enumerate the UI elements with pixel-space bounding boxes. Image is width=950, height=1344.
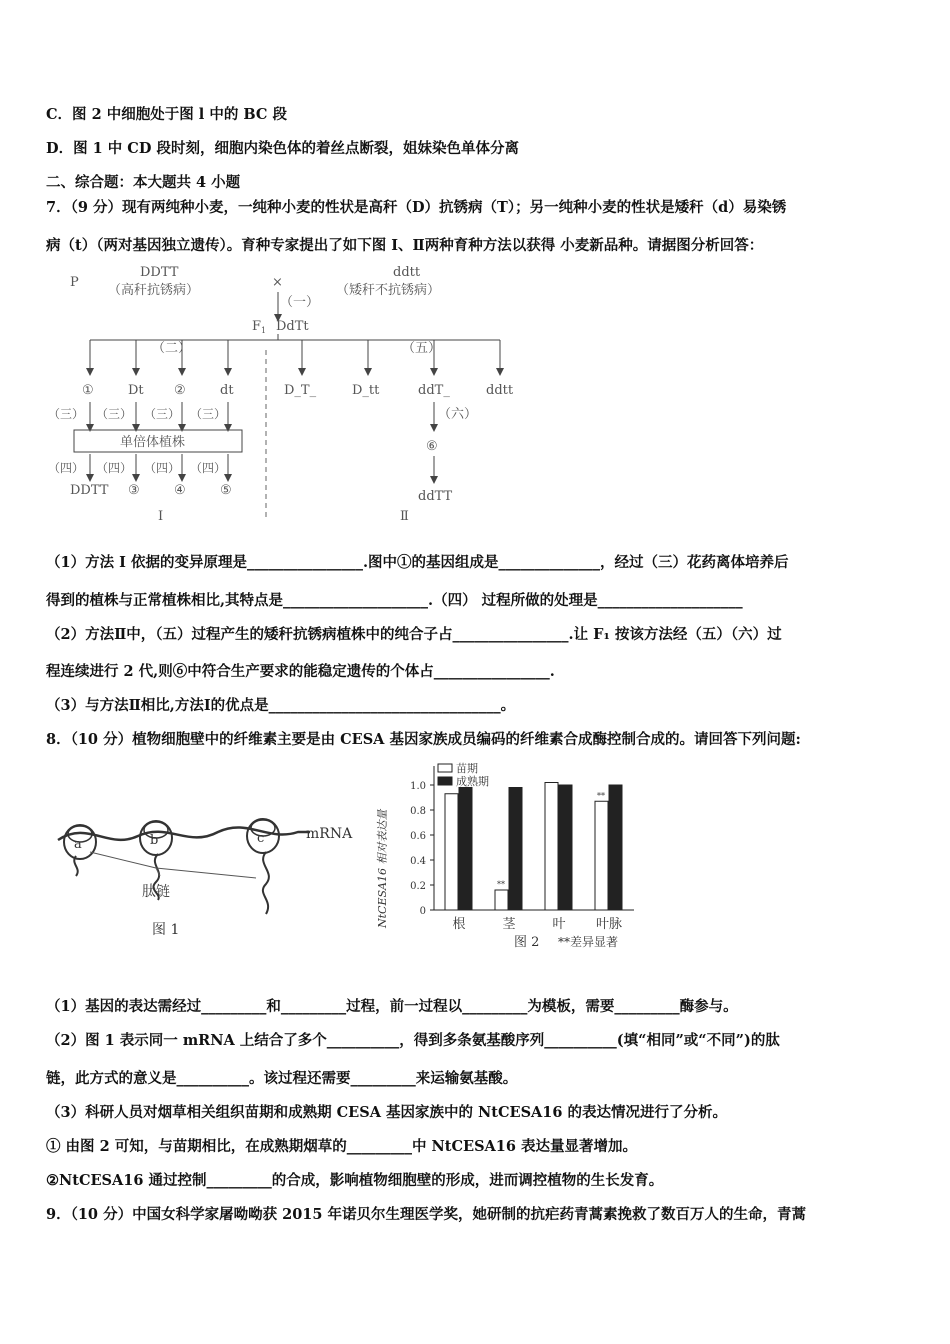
category-label: 叶 <box>552 917 566 932</box>
step3-label-3: （三） <box>144 407 181 421</box>
f2-1: D_T_ <box>284 383 317 398</box>
step5-label: （五） <box>402 341 442 356</box>
legend-swatch-mature <box>438 777 452 785</box>
ribosome-label-c: c <box>257 831 265 846</box>
step4-label-3: （四） <box>144 461 181 475</box>
ribosome-label-a: a <box>74 837 82 852</box>
q8-2-line1: （2）图 1 表示同一 mRNA 上结合了多个__________，得到多条氨基酸序列__________(填“相同”或“不同”)的肽 <box>46 1032 780 1049</box>
gamete-1: ① <box>82 383 94 398</box>
result-3: ④ <box>174 483 186 498</box>
legend-swatch-seedling <box>438 764 452 772</box>
y-tick-label: 0.4 <box>410 856 426 867</box>
q8-3: （3）科研人员对烟草相关组织苗期和成熟期 CESA 基因家族中的 NtCESA16 的表达情况进行了分析。 <box>46 1104 728 1121</box>
bar-mature <box>459 788 472 911</box>
f2-3: ddT_ <box>418 383 450 398</box>
figure1-caption: 图 1 <box>152 922 180 938</box>
breeding-diagram <box>40 258 520 528</box>
figure2-note: **差异显著 <box>558 935 619 949</box>
bar-seedling <box>495 890 508 910</box>
six-label: ⑥ <box>426 439 438 454</box>
gamete-4: dt <box>220 383 234 398</box>
step3-label-1: （三） <box>48 407 85 421</box>
result-1: DDTT <box>70 483 109 498</box>
y-tick-label: 0.2 <box>410 881 426 892</box>
q7-line1: 7．（9 分）现有两纯种小麦，一纯种小麦的性状是高秆（D）抗锈病（T）；另一纯种小麦的性状是矮秆（d）易染锈 <box>46 199 787 216</box>
cross-sign: × <box>272 275 283 290</box>
y-tick-label: 1.0 <box>410 781 426 792</box>
q7-3: （3）与方法Ⅱ相比,方法Ⅰ的优点是________________________________。 <box>46 697 516 714</box>
y-tick-label: 0 <box>419 906 426 917</box>
parent1-desc: （高秆抗锈病） <box>108 283 200 298</box>
step3-label-4: （三） <box>190 407 227 421</box>
line-c: C．图 2 中细胞处于图 l 中的 BC 段 <box>46 106 287 123</box>
bar-seedling <box>545 783 558 911</box>
step1-label: （一） <box>280 295 320 310</box>
f2-2: D_tt <box>352 383 380 398</box>
f1-genotype: DdTt <box>276 319 309 334</box>
figure2-caption: 图 2 <box>514 935 540 950</box>
q8-2-line2: 链，此方式的意义是__________。该过程还需要_________来运输氨基酸。 <box>46 1070 518 1087</box>
q8-stem: 8．（10 分）植物细胞壁中的纤维素主要是由 CESA 基因家族成员编码的纤维素合成酶控制合成的。请回答下列问题: <box>46 731 801 748</box>
gamete-3: ② <box>174 383 186 398</box>
q7-2-line1: （2）方法Ⅱ中，（五）过程产生的矮秆抗锈病植株中的纯合子占________________.让 F₁ 按该方法经（五）（六）过 <box>46 626 782 643</box>
p-label: P <box>70 275 79 290</box>
parent2-genotype: ddtt <box>393 265 421 280</box>
step4-label-4: （四） <box>190 461 227 475</box>
result-4: ⑤ <box>220 483 232 498</box>
peptide-c <box>263 852 269 914</box>
parent1-genotype: DDTT <box>140 265 179 280</box>
gamete-2: Dt <box>128 383 144 398</box>
category-label: 叶脉 <box>595 917 623 932</box>
step4-label-2: （四） <box>96 461 133 475</box>
method1-label: I <box>158 509 164 524</box>
step6-label: （六） <box>438 407 478 422</box>
y-tick-label: 0.8 <box>410 806 426 817</box>
section-heading: 二、综合题：本大题共 4 小题 <box>46 174 241 191</box>
y-tick-label: 0.6 <box>410 831 426 842</box>
q7-1-line1: （1）方法 I 依据的变异原理是________________.图中①的基因组成是______________，经过（三）花药离体培养后 <box>46 554 789 571</box>
mrna-label: mRNA <box>306 826 353 842</box>
legend-seedling: 苗期 <box>456 762 478 775</box>
ribosome-figure <box>48 790 368 950</box>
q8-1: （1）基因的表达需经过_________和_________过程，前一过程以_________为模板，需要_________酶参与。 <box>46 998 738 1015</box>
legend-mature: 成熟期 <box>456 775 489 788</box>
f1-label: $F_1$ <box>252 319 267 335</box>
bar-seedling <box>445 794 458 910</box>
q9-stem: 9．（10 分）中国女科学家屠呦呦获 2015 年诺贝尔生理医学奖，她研制的抗疟药青蒿素挽救了数百万人的生命，青蒿 <box>46 1206 807 1223</box>
bar-seedling <box>595 801 608 910</box>
expression-chart <box>372 758 652 958</box>
q7-2-line2: 程连续进行 2 代,则⑥中符合生产要求的能稳定遗传的个体占________________. <box>46 663 555 680</box>
result-2: ③ <box>128 483 140 498</box>
significance-mark: ** <box>597 791 605 801</box>
f2-4: ddtt <box>486 383 514 398</box>
significance-mark: ** <box>497 880 505 889</box>
step3-label-2: （三） <box>96 407 133 421</box>
haploid-label: 单倍体植株 <box>120 435 186 450</box>
category-label: 根 <box>452 917 466 932</box>
peptide-label: 肽链 <box>142 884 170 900</box>
step4-label-1: （四） <box>48 461 85 475</box>
method2-label: Ⅱ <box>400 509 409 524</box>
q7-line2: 病（t）（两对基因独立遗传）。育种专家提出了如下图 I、Ⅱ两种育种方法以获得 小麦新品种。请据图分析回答： <box>46 237 764 254</box>
bar-mature <box>559 785 572 910</box>
bar-mature <box>509 788 522 911</box>
category-label: 茎 <box>502 917 516 932</box>
chart-ylabel: NtCESA16 相对表达量 <box>376 809 389 928</box>
q7-1-line2: 得到的植株与正常植株相比,其特点是____________________.（四） 过程所做的处理是____________________ <box>46 592 743 609</box>
bar-mature <box>609 785 622 910</box>
q8-3-1: ① 由图 2 可知，与苗期相比，在成熟期烟草的_________中 NtCESA16 表达量显著增加。 <box>46 1138 638 1155</box>
line-d: D．图 1 中 CD 段时刻，细胞内染色体的着丝点断裂，姐妹染色单体分离 <box>46 140 519 157</box>
parent2-desc: （矮秆不抗锈病） <box>336 283 441 298</box>
ribosome-label-b: b <box>150 833 159 848</box>
step2-label: （二） <box>152 341 192 356</box>
final-genotype: ddTT <box>418 489 453 504</box>
q8-3-2: ②NtCESA16 通过控制_________的合成，影响植物细胞壁的形成，进而调控植物的生长发育。 <box>46 1172 664 1189</box>
